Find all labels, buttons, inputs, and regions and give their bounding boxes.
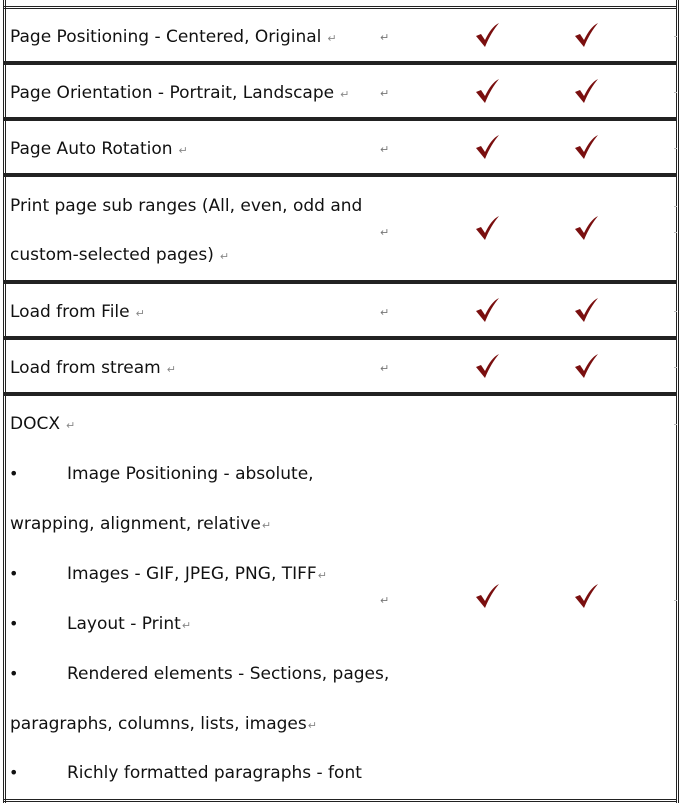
checkmark-icon: [573, 134, 599, 160]
edge-mark: [674, 600, 677, 601]
feature-cell-line2: custom-selected pages) ↵: [10, 245, 230, 265]
checkmark-icon: [474, 134, 500, 160]
docx-title: DOCX ↵: [10, 414, 76, 434]
docx-bullet: Images - GIF, JPEG, PNG, TIFF↵: [67, 564, 327, 584]
edge-mark: [674, 36, 677, 37]
checkmark-icon: [573, 583, 599, 609]
checkmark-icon: [474, 583, 500, 609]
feature-cell: Page Orientation - Portrait, Landscape ↵: [10, 83, 350, 103]
checkmark-icon: [573, 353, 599, 379]
feature-cell: Page Auto Rotation ↵: [10, 139, 188, 159]
edge-mark: [674, 311, 677, 312]
edge-mark: [674, 148, 677, 149]
feature-cell: Page Positioning - Centered, Original ↵: [10, 27, 337, 47]
docx-bullet: Rendered elements - Sections, pages,: [67, 664, 390, 684]
checkmark-icon: [474, 78, 500, 104]
edge-mark: [674, 232, 677, 233]
cell-end-mark: ↵: [380, 306, 390, 319]
docx-bullet: Image Positioning - absolute,: [67, 464, 314, 484]
checkmark-icon: [474, 22, 500, 48]
checkmark-icon: [573, 297, 599, 323]
docx-bullet-continuation: paragraphs, columns, lists, images↵: [10, 714, 317, 734]
bullet-glyph: •: [9, 763, 19, 782]
checkmark-icon: [573, 78, 599, 104]
bullet-glyph: •: [9, 564, 19, 583]
feature-cell-line1: Print page sub ranges (All, even, odd and: [10, 196, 363, 216]
cell-end-mark: ↵: [380, 143, 390, 156]
cell-end-mark: ↵: [380, 31, 390, 44]
bullet-glyph: •: [9, 614, 19, 633]
cell-end-mark: ↵: [380, 362, 390, 375]
feature-cell: Load from stream ↵: [10, 358, 176, 378]
bullet-glyph: •: [9, 464, 19, 483]
edge-mark: [674, 92, 677, 93]
edge-mark: [674, 367, 677, 368]
edge-mark: [674, 206, 677, 207]
cell-end-mark: ↵: [380, 87, 390, 100]
feature-cell: Load from File ↵: [10, 302, 145, 322]
docx-bullet: Layout - Print↵: [67, 614, 192, 634]
edge-mark: [674, 424, 677, 425]
cell-end-mark: ↵: [380, 594, 390, 607]
checkmark-icon: [573, 22, 599, 48]
cell-end-mark: ↵: [380, 226, 390, 239]
checkmark-icon: [474, 353, 500, 379]
table-right-border-outer: [678, 0, 679, 803]
bullet-glyph: •: [9, 664, 19, 683]
checkmark-icon: [474, 215, 500, 241]
checkmark-icon: [474, 297, 500, 323]
docx-bullet-continuation: wrapping, alignment, relative↵: [10, 514, 272, 534]
checkmark-icon: [573, 215, 599, 241]
docx-bullet: Richly formatted paragraphs - font: [67, 763, 362, 783]
